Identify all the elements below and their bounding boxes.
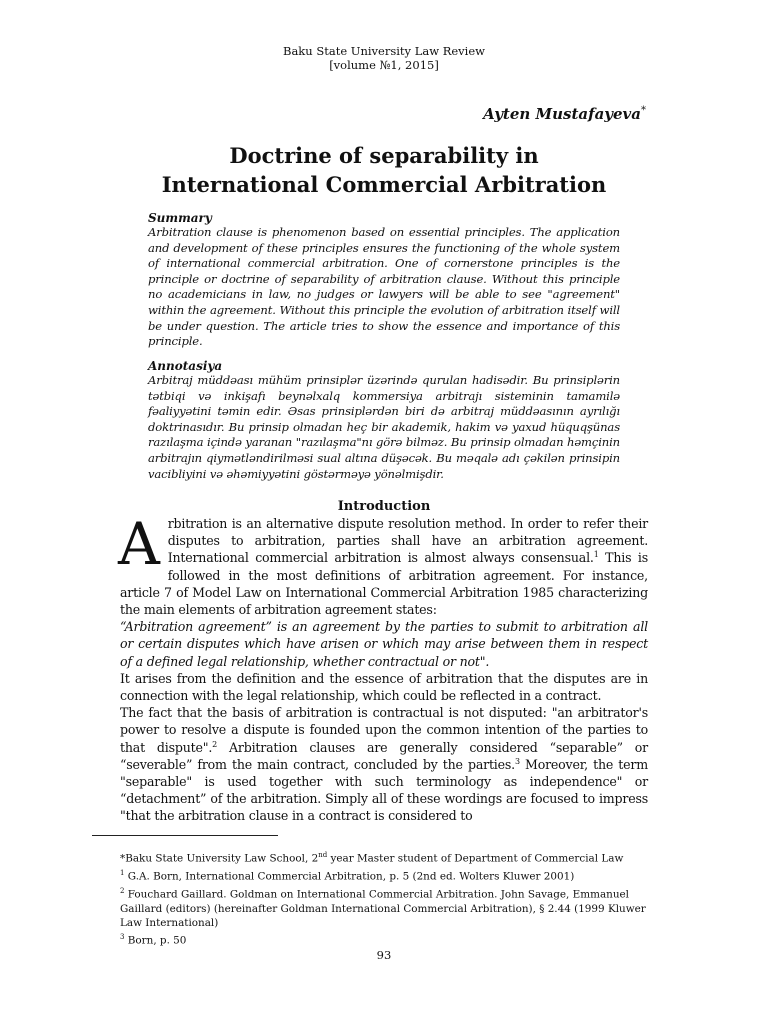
- footnote-1: [120, 866, 660, 884]
- annotation-text: Arbitraj müddəası mühüm prinsiplər üzərində qurulan hadisədir. Bu prinsiplərin tətbiqi və inkişafı beynəlxalq kommersiya arbitrajı sisteminin tamamilə fəaliyyətini təmin edir. Əsas prinsiplərdən biri də arbitraj müddəasının ayrılığı doktrinasıdır. Bu prinsip olmadan heç bir akademik, hakim və yaxud hüquqşünas razılaşma içində yaranan "razılaşma"nı görə bilməz. Bu prinsip olmadan həmçinin arbitrajın qiymətləndirilməsi sual altına düşəcək. Bu məqalə adı çəkilən prinsipin vacibliyini və əhəmiyyətini göstərməyə yönəlmişdir.: [148, 373, 620, 481]
- author-name: Ayten Mustafayeva: [483, 105, 641, 123]
- footnote-author: [120, 848, 660, 866]
- paragraph-3: [120, 704, 648, 824]
- footnote-2-text: Fouchard Gaillard. Goldman on International Commercial Arbitration. John Savage, Emmanuel Gaillard (editors) (hereinafter Goldman International Commercial Arbitration), § 2.44 (1999 Kluwer Law International): [120, 888, 646, 930]
- annotation-section: [148, 359, 620, 482]
- author-line: [483, 105, 646, 123]
- volume-info: [volume №1, 2015]: [329, 58, 439, 72]
- title-line-1: Doctrine of separability in: [229, 143, 539, 168]
- paragraph-1: [118, 510, 648, 618]
- summary-text: Arbitration clause is phenomenon based on essential principles. The application and development of these principles ensures the functioning of the whole system of international commercial arbitration. One of cornerstone principles is the principle or doctrine of separability of arbitration clause. Without this principle no academicians in law, no judges or lawyers will be able to see "agreement" within the agreement. Without this principle the evolution of arbitration itself will be under question. The article tries to show the essence and importance of this principle.: [148, 225, 620, 349]
- article-title: [0, 141, 768, 199]
- introduction-heading: Introduction: [337, 499, 431, 514]
- paragraph-3-text-a: The fact that the basis of arbitration is contractual is not disputed: "an arbitrator's power to resolve a dispute is founded upon the common intention of the parties to that dispute".: [120, 705, 648, 755]
- footnote-separator: [92, 835, 278, 836]
- footnote-author-text-a: Baku State University Law School, 2: [125, 852, 319, 865]
- paragraph-3-text-b: Arbitration clauses are generally considered “separable” or “severable” from the main contract, concluded by the parties.: [120, 739, 648, 772]
- annotation-heading: Annotasiya: [148, 359, 223, 373]
- author-footnote-mark: *: [641, 105, 646, 116]
- footnotes: [120, 848, 660, 948]
- footnote-1-text: G.A. Born, International Commercial Arbitration, p. 5 (2nd ed. Wolters Kluwer 2001): [124, 870, 575, 883]
- model-law-quote: “Arbitration agreement” is an agreement by the parties to submit to arbitration all or certain disputes which have arisen or which may arise between them in respect of a defined legal relationship, whether contractual or not".: [120, 619, 648, 669]
- footnote-ref-2: 2: [212, 739, 218, 749]
- summary-heading: Summary: [148, 211, 212, 225]
- footnote-author-ordinal: nd: [318, 851, 328, 859]
- footnote-ref-1: 1: [593, 550, 599, 560]
- introduction-body: [118, 510, 648, 825]
- paragraph-1-text-a: rbitration is an alternative dispute resolution method. In order to refer their disputes to arbitration, parties shall have an arbitration agreement. International commercial arbitration is almost always consensual.: [167, 516, 648, 566]
- footnote-author-text-b: year Master student of Department of Commercial Law: [327, 852, 624, 865]
- running-header: [0, 44, 768, 72]
- footnote-2: [120, 884, 660, 931]
- title-line-2: International Commercial Arbitration: [161, 172, 607, 197]
- footnote-author-mark: *: [120, 852, 126, 865]
- footnote-3: [120, 930, 660, 948]
- summary-section: [148, 211, 620, 350]
- drop-cap: A: [118, 510, 160, 578]
- footnote-3-mark: 3: [120, 933, 125, 942]
- footnote-1-mark: 1: [120, 868, 125, 877]
- footnote-ref-3: 3: [514, 756, 520, 766]
- paragraph-1-text-b: This is followed in the most definitions of arbitration agreement. For instance, article 7 of Model Law on International Commercial Arbitration 1985 characterizing the main elements of arbitration agreement states:: [120, 550, 648, 618]
- paragraph-3-text-c: Moreover, the term "separable" is used together with such terminology as independence" or “detachment” of the arbitration. Simply all of these wordings are focused to impress "that the arbitration clause in a contract is considered to: [120, 756, 648, 824]
- page-number: 93: [376, 948, 392, 962]
- footnote-3-text: Born, p. 50: [124, 934, 187, 947]
- footnote-2-mark: 2: [120, 886, 125, 895]
- journal-name: Baku State University Law Review: [283, 44, 485, 58]
- paragraph-2: It arises from the definition and the essence of arbitration that the disputes are in connection with the legal relationship, which could be reflected in a contract.: [120, 670, 648, 704]
